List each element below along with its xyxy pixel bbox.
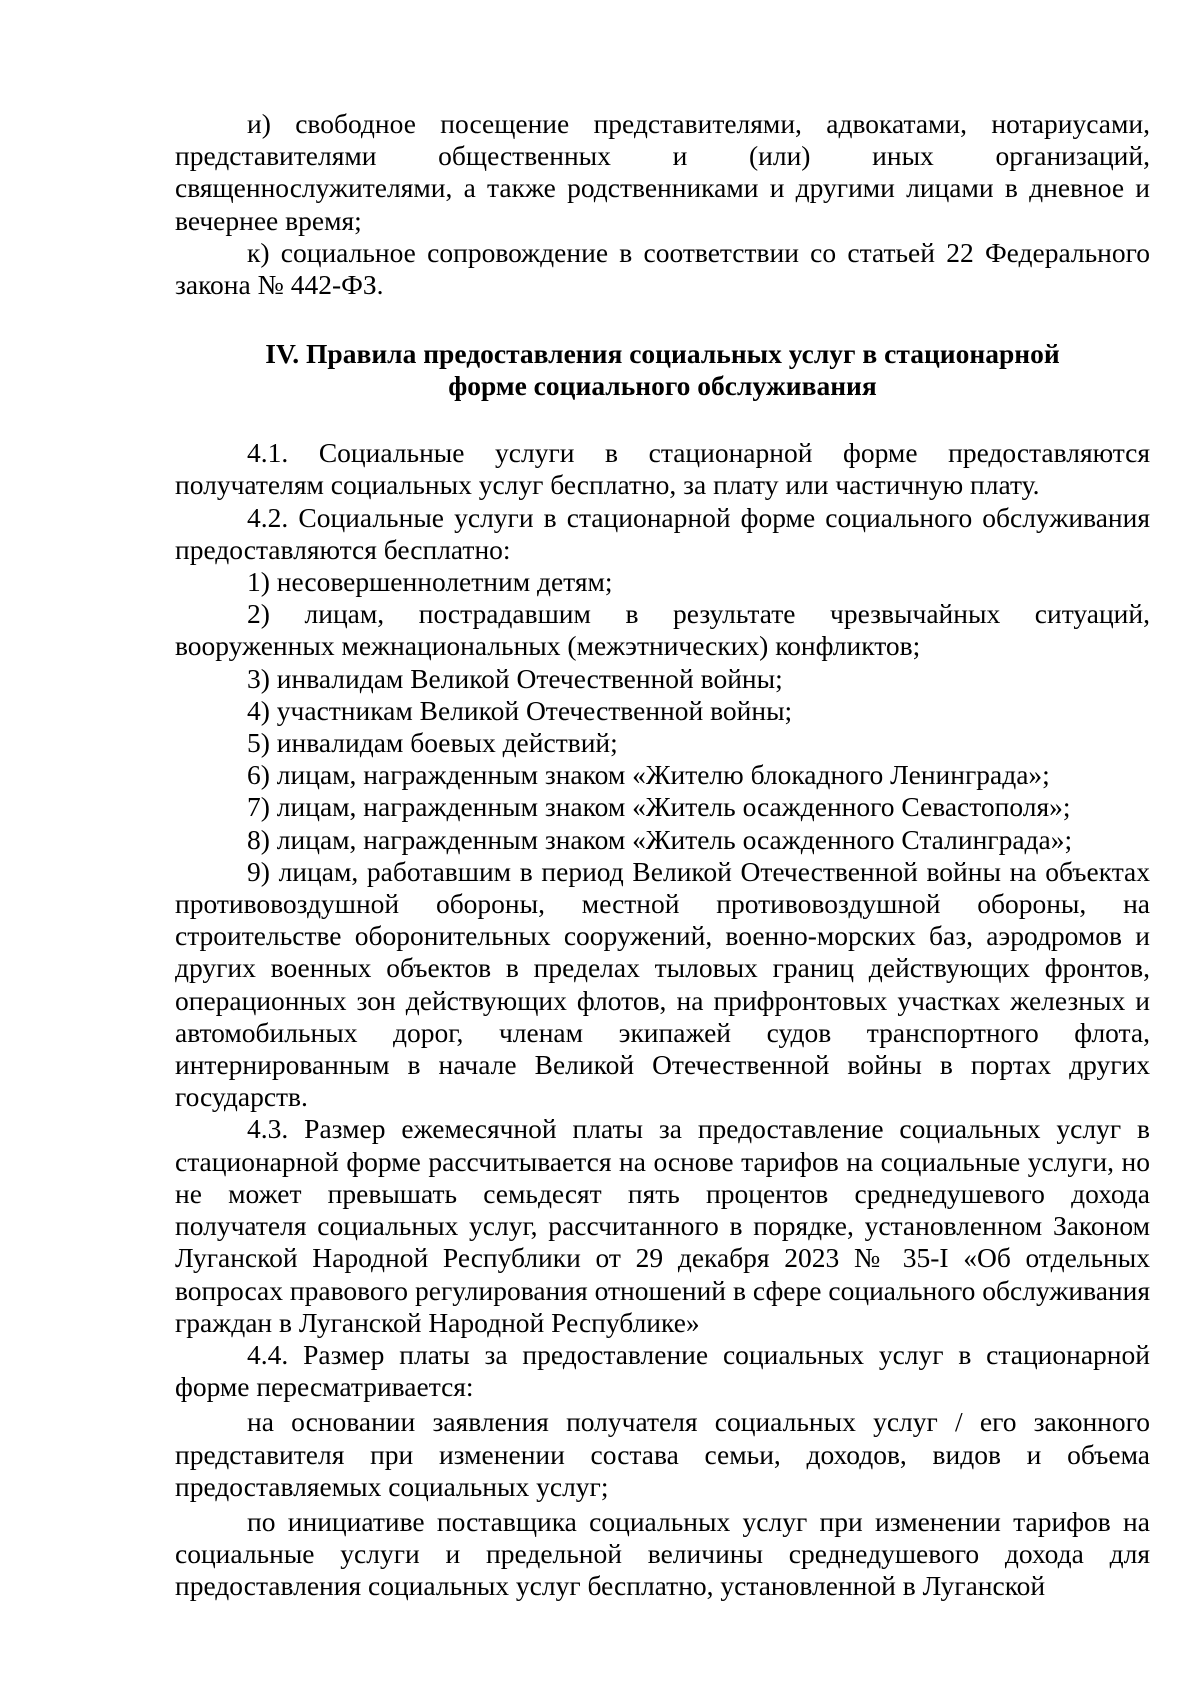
section-heading [175, 338, 1150, 402]
paragraph-4-2: 4.2. Социальные услуги в стационарной форме социального обслуживания предоставляются бесплатно: [175, 501, 1150, 565]
paragraph-4-1: 4.1. Социальные услуги в стационарной форме предоставляются получателям социальных услуг бесплатно, за плату или частичную плату. [175, 437, 1150, 501]
section-heading-line-1: IV. Правила предоставления социальных услуг в стационарной [265, 338, 1060, 370]
list-item-6: 6) лицам, награжденным знаком «Жителю блокадного Ленинграда»; [247, 759, 1050, 791]
paragraph-item-k: к) социальное сопровождение в соответствии со статьей 22 Федерального закона № 442-ФЗ. [175, 236, 1150, 301]
list-item-1: 1) несовершеннолетним детям; [247, 566, 613, 598]
list-item-3: 3) инвалидам Великой Отечественной войны; [247, 662, 783, 694]
paragraph-4-3: 4.3. Размер ежемесячной платы за предоставление социальных услуг в стационарной форме рассчитывается на основе тарифов на социальные услуги, но не может превышать семьдесят пять процентов среднедушевого дохода получателя социальных услуг, рассчитанного в порядке, установленном Законом Луганской Народной Республики от 29 декабря 2023 № 35-I «Об отдельных вопросах правового регулирования отношений в сфере социального обслуживания граждан в Луганской Народной Республике» [175, 1113, 1150, 1338]
document-page [175, 108, 1150, 1603]
list-item-9: 9) лицам, работавшим в период Великой Отечественной войны на объектах противовоздушной обороны, местной противовоздушной обороны, на строительстве оборонительных сооружений, военно-морских баз, аэродромов и других военных объектов в пределах тыловых границ действующих фронтов, операционных зон действующих флотов, на прифронтовых участках железных и автомобильных дорог, членам экипажей судов транспортного флота, интернированным в начале Великой Отечественной войны в портах других государств. [175, 855, 1150, 1113]
list-item-5: 5) инвалидам боевых действий; [247, 727, 618, 759]
list-item-4: 4) участникам Великой Отечественной войны; [247, 694, 793, 726]
list-item-2: 2) лицам, пострадавшим в результате чрезвычайных ситуаций, вооруженных межнациональных (межэтнических) конфликтов; [175, 598, 1150, 662]
paragraph-revision-by-provider: по инициативе поставщика социальных услуг при изменении тарифов на социальные услуги и предельной величины среднедушевого дохода для предоставления социальных услуг бесплатно, установленной в Луганской [175, 1505, 1150, 1602]
list-item-7: 7) лицам, награжденным знаком «Житель осажденного Севастополя»; [247, 791, 1071, 823]
paragraph-item-i: и) свободное посещение представителями, адвокатами, нотариусами, представителями общественных и (или) иных организаций, священнослужителями, а также родственниками и другими лицами в дневное и вечернее время; [175, 108, 1150, 236]
list-item-8: 8) лицам, награжденным знаком «Житель осажденного Сталинграда»; [247, 823, 1073, 855]
paragraph-4-4: 4.4. Размер платы за предоставление социальных услуг в стационарной форме пересматривается: [175, 1338, 1150, 1403]
section-heading-line-2: форме социального обслуживания [448, 370, 877, 402]
paragraph-revision-by-application: на основании заявления получателя социальных услуг / его законного представителя при изменении состава семьи, доходов, видов и объема предоставляемых социальных услуг; [175, 1406, 1150, 1502]
